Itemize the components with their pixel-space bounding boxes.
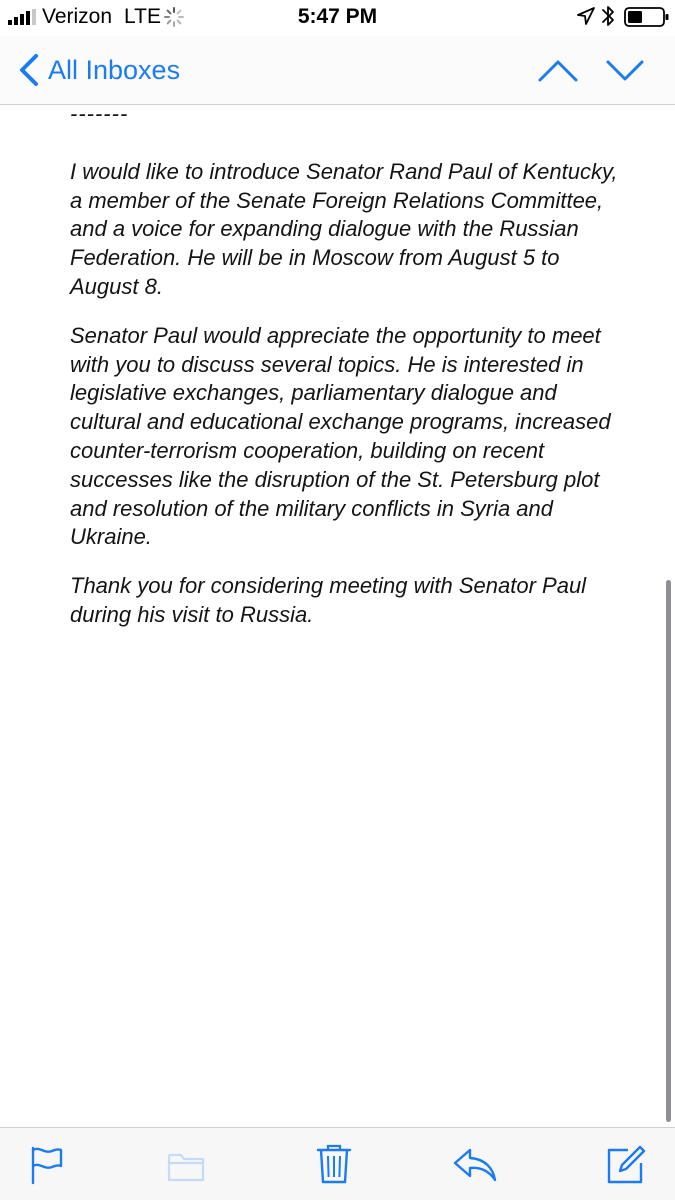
folder-icon[interactable]: [166, 1148, 206, 1184]
bluetooth-icon: [601, 4, 615, 28]
back-button-label: All Inboxes: [48, 55, 181, 85]
message-body: [70, 101, 630, 630]
message-divider: -------: [70, 101, 129, 126]
compose-icon[interactable]: [606, 1145, 646, 1185]
chevron-left-icon: [18, 53, 40, 87]
message-paragraph: Thank you for considering meeting with Senator Paul during his visit to Russia.: [70, 573, 587, 627]
scroll-indicator[interactable]: [666, 580, 671, 1122]
network-type: LTE: [124, 5, 161, 28]
status-bar: [0, 0, 675, 36]
status-time: 5:47 PM: [297, 5, 378, 28]
chevron-down-icon[interactable]: [605, 56, 645, 86]
flag-icon[interactable]: [30, 1145, 64, 1185]
carrier-name: Verizon: [42, 5, 113, 28]
location-arrow-icon: [577, 7, 595, 25]
trash-icon[interactable]: [316, 1143, 352, 1185]
bottom-toolbar: [0, 1127, 675, 1200]
chevron-up-icon[interactable]: [537, 56, 579, 86]
battery-icon: [624, 6, 670, 28]
message-paragraph: I would like to introduce Senator Rand Paul of Kentucky, a member of the Senate Foreign Relations Committee, and a voice for expanding dialogue with the Russian Federation. He will be in Moscow from August 5 to August 8.: [70, 158, 618, 299]
message-paragraph: Senator Paul would appreciate the opportunity to meet with you to discuss several topics. He is interested in legislative exchanges, parliamentary dialogue and cultural and educational exchange programs, increased counter-terrorism cooperation, building on recent successes like the disruption of the St. Petersburg plot and resolution of the military conflicts in Syria and Ukraine.: [70, 322, 611, 550]
navigation-bar: [0, 36, 675, 105]
back-button[interactable]: [18, 50, 180, 90]
reply-icon[interactable]: [452, 1147, 498, 1183]
